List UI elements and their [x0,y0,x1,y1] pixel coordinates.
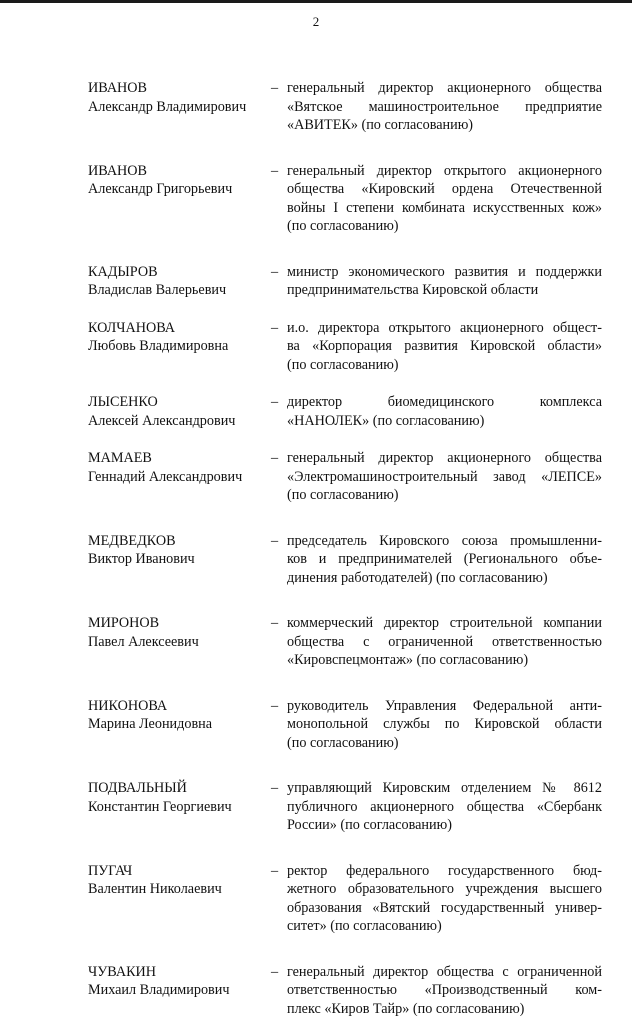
position-line: (по согласованию) [287,217,602,236]
entry-dash: – [271,532,287,551]
member-surname: ЛЫСЕНКО [88,393,271,412]
member-given-names: Владислав Валерьевич [88,281,271,300]
position-line: публичного акционерного общества «Сбербанк [287,798,602,817]
position-line: и.о. директора открытого акционерного общест- [287,319,602,338]
position-line: управляющий Кировским отделением № 8612 [287,779,602,798]
member-entry [88,319,602,375]
member-given-names: Константин Георгиевич [88,798,271,817]
position-line: «Вятское машиностроительное предприятие [287,98,602,117]
member-entry [88,449,602,505]
member-name [88,697,271,734]
member-surname: ЧУВАКИН [88,963,271,982]
member-given-names: Марина Леонидовна [88,715,271,734]
entry-dash: – [271,614,287,633]
member-surname: МИРОНОВ [88,614,271,633]
member-name [88,393,271,430]
member-surname: ИВАНОВ [88,162,271,181]
position-line: ответственностью «Производственный ком- [287,981,602,1000]
member-surname: ИВАНОВ [88,79,271,98]
member-surname: НИКОНОВА [88,697,271,716]
member-position [287,614,602,670]
member-entry [88,532,602,588]
position-line: общества с ограниченной ответственностью [287,633,602,652]
member-surname: МЕДВЕДКОВ [88,532,271,551]
position-line: министр экономического развития и поддержки [287,263,602,282]
position-line: «НАНОЛЕК» (по согласованию) [287,412,602,431]
member-surname: ПУГАЧ [88,862,271,881]
position-line: коммерческий директор строительной компании [287,614,602,633]
member-given-names: Любовь Владимировна [88,337,271,356]
entry-dash: – [271,779,287,798]
entry-dash: – [271,963,287,982]
member-position [287,263,602,300]
position-line: жетного образовательного учреждения высшего [287,880,602,899]
entry-dash: – [271,862,287,881]
position-line: ситет» (по согласованию) [287,917,602,936]
member-entry [88,779,602,835]
member-surname: КАДЫРОВ [88,263,271,282]
member-given-names: Павел Алексеевич [88,633,271,652]
position-line: генеральный директор открытого акционерного [287,162,602,181]
member-position [287,963,602,1018]
member-position [287,449,602,505]
position-line: ков и предпринимателей (Регионального объе- [287,550,602,569]
member-position [287,862,602,936]
member-surname: МАМАЕВ [88,449,271,468]
member-name [88,963,271,1000]
member-given-names: Александр Владимирович [88,98,271,117]
position-line: генеральный директор акционерного общества [287,449,602,468]
member-given-names: Виктор Иванович [88,550,271,569]
position-line: ва «Корпорация развития Кировской области» [287,337,602,356]
member-given-names: Валентин Николаевич [88,880,271,899]
page-number: 2 [0,14,632,30]
member-entry [88,697,602,753]
position-line: общества «Кировский ордена Отечественной [287,180,602,199]
member-name [88,449,271,486]
member-name [88,779,271,816]
member-surname: ПОДВАЛЬНЫЙ [88,779,271,798]
member-entry [88,393,602,430]
position-line: ректор федерального государственного бюд- [287,862,602,881]
position-line: председатель Кировского союза промышленни- [287,532,602,551]
member-position [287,79,602,135]
member-position [287,697,602,753]
member-entry [88,963,602,1018]
position-line: плекс «Киров Тайр» (по согласованию) [287,1000,602,1018]
member-name [88,263,271,300]
position-line: директор биомедицинского комплекса [287,393,602,412]
member-surname: КОЛЧАНОВА [88,319,271,338]
member-entry [88,614,602,670]
position-line: России» (по согласованию) [287,816,602,835]
position-line: «Электромашиностроительный завод «ЛЕПСЕ» [287,468,602,487]
member-given-names: Алексей Александрович [88,412,271,431]
position-line: «Кировспецмонтаж» (по согласованию) [287,651,602,670]
position-line: (по согласованию) [287,356,602,375]
member-position [287,162,602,236]
position-line: (по согласованию) [287,734,602,753]
entry-dash: – [271,319,287,338]
position-line: генеральный директор общества с ограниченной [287,963,602,982]
member-entry [88,162,602,236]
member-given-names: Михаил Владимирович [88,981,271,1000]
member-entry [88,79,602,135]
scan-top-border [0,0,632,3]
entry-dash: – [271,162,287,181]
member-given-names: Александр Григорьевич [88,180,271,199]
member-name [88,614,271,651]
position-line: монопольной службы по Кировской области [287,715,602,734]
position-line: динения работодателей) (по согласованию) [287,569,602,588]
member-name [88,79,271,116]
position-line: предпринимательства Кировской области [287,281,602,300]
member-name [88,532,271,569]
member-position [287,532,602,588]
position-line: руководитель Управления Федеральной анти- [287,697,602,716]
member-position [287,393,602,430]
position-line: образования «Вятский государственный универ- [287,899,602,918]
entry-dash: – [271,263,287,282]
member-roster [88,79,602,1018]
member-given-names: Геннадий Александрович [88,468,271,487]
member-name [88,319,271,356]
member-name [88,162,271,199]
entry-dash: – [271,79,287,98]
entry-dash: – [271,697,287,716]
member-name [88,862,271,899]
entry-dash: – [271,393,287,412]
position-line: «АВИТЕК» (по согласованию) [287,116,602,135]
member-position [287,779,602,835]
member-entry [88,862,602,936]
member-entry [88,263,602,300]
entry-dash: – [271,449,287,468]
member-position [287,319,602,375]
position-line: войны I степени комбината искусственных кож» [287,199,602,218]
position-line: (по согласованию) [287,486,602,505]
position-line: генеральный директор акционерного общества [287,79,602,98]
